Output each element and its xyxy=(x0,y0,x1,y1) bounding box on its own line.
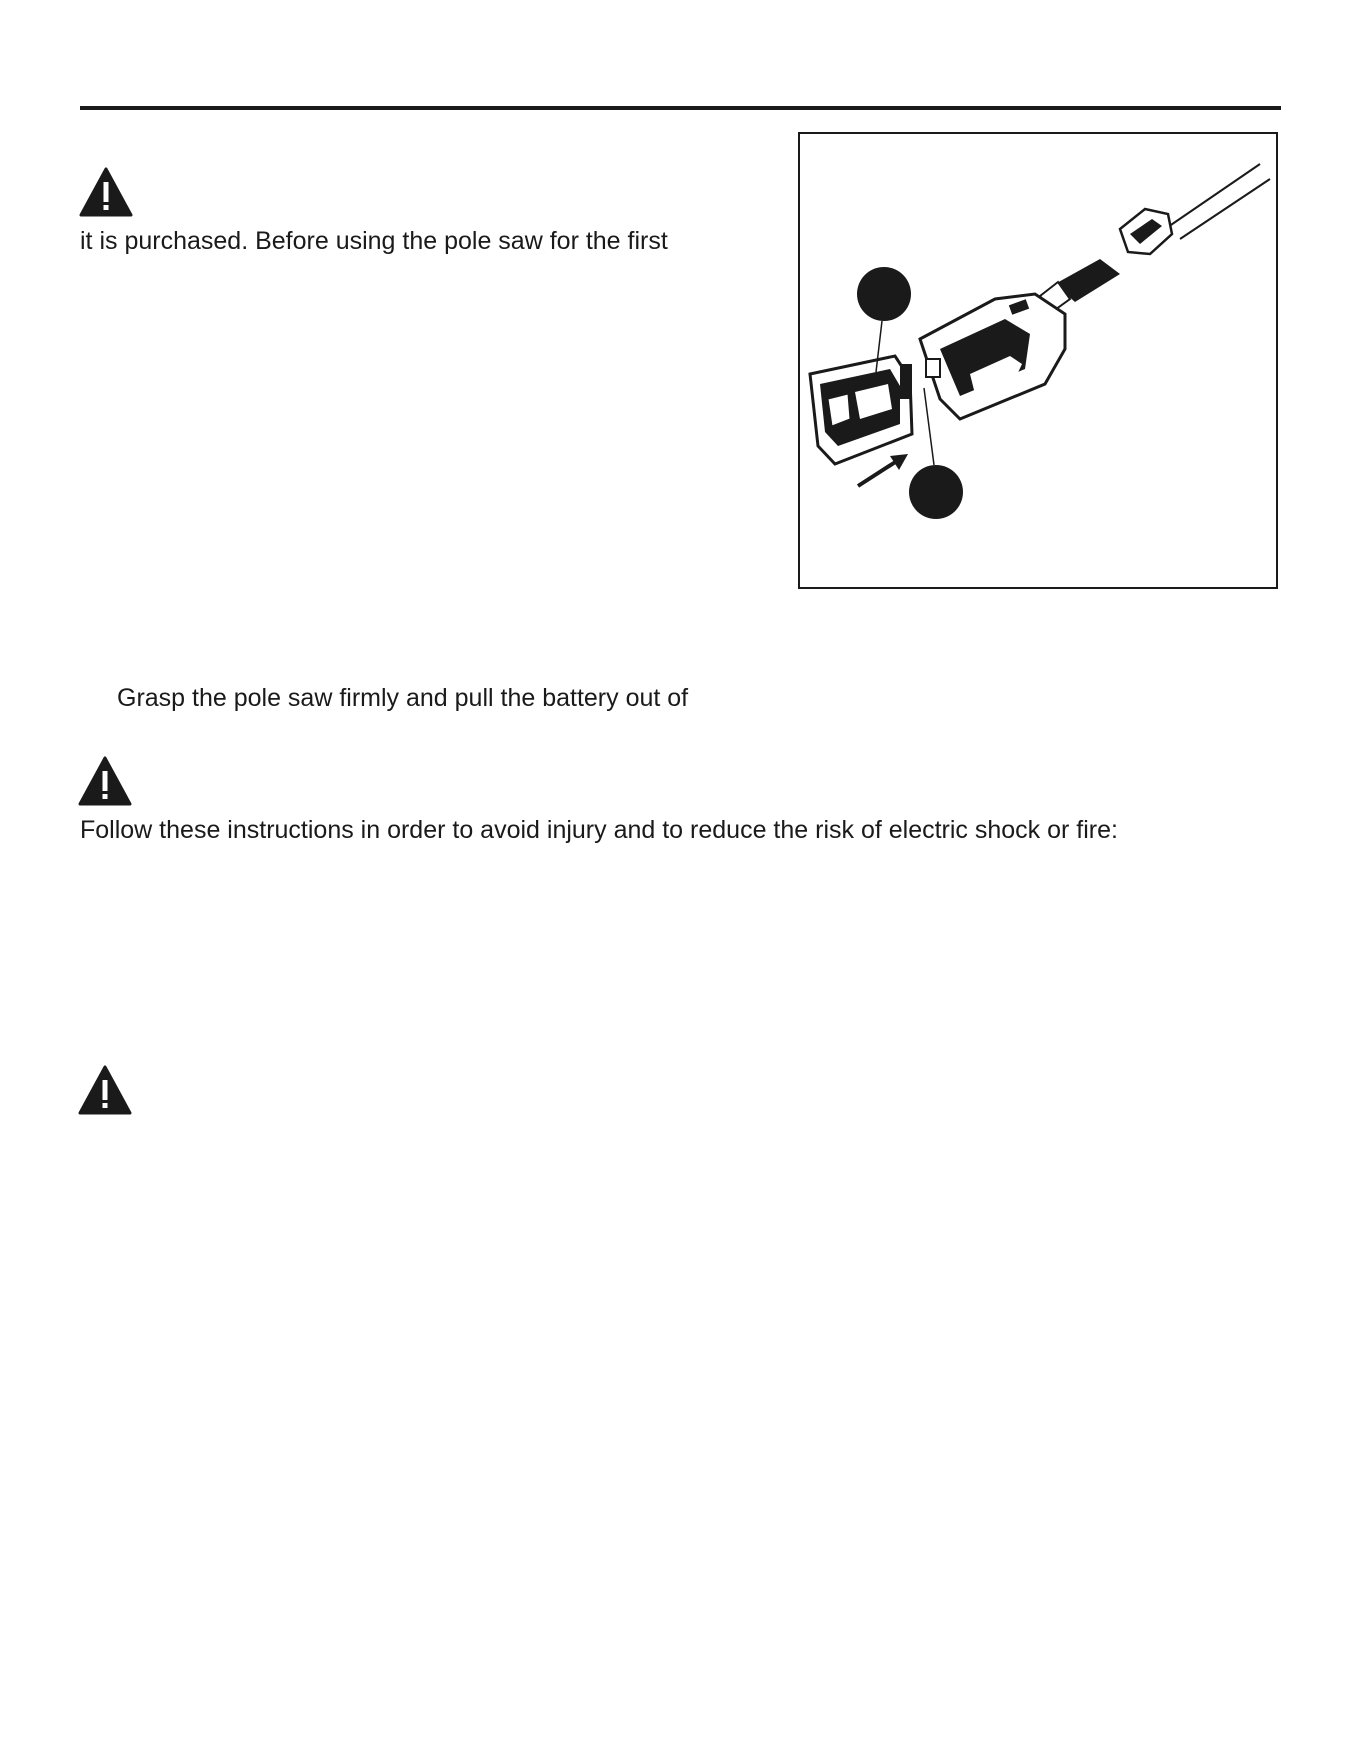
battery-insertion-figure xyxy=(798,132,1278,589)
instruction-text: Grasp the pole saw firmly and pull the battery out of xyxy=(117,684,689,712)
warning-text: Follow these instructions in order to avoid injury and to reduce the risk of electric shock or fire: xyxy=(80,816,1118,844)
warning-triangle-icon xyxy=(78,1065,132,1115)
instruction-text: it is purchased. Before using the pole saw for the first xyxy=(80,227,668,255)
warning-triangle-icon xyxy=(79,167,133,217)
header-rule xyxy=(80,106,1281,110)
warning-triangle-icon xyxy=(78,756,132,806)
